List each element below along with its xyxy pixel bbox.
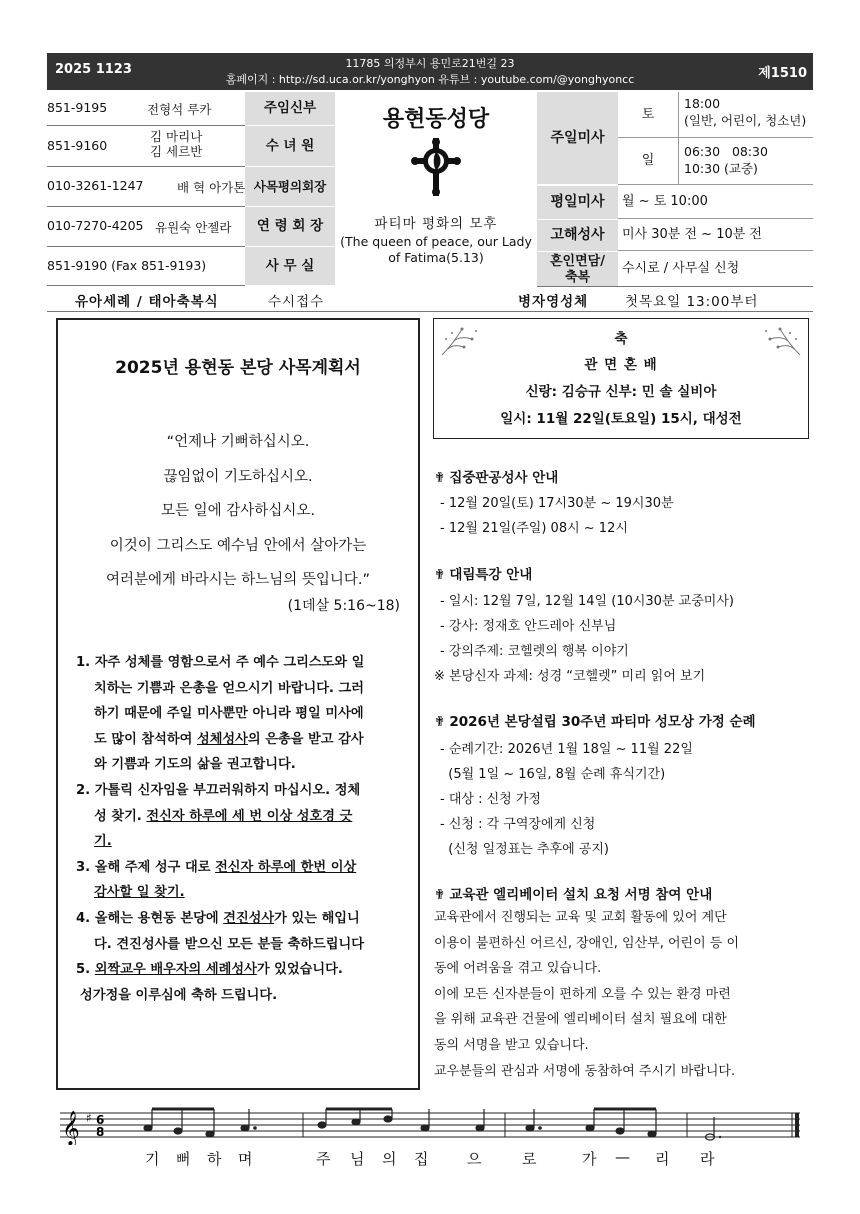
lyric-syllable: 님 [350, 1150, 366, 1168]
issue-date: 2025 1123 [55, 62, 132, 77]
wedding-subtitle: 관 면 혼 배 [584, 357, 658, 373]
weekday-mass-value: 월 ~ 토 10:00 [622, 194, 708, 209]
lyric-syllable: 주 [316, 1150, 332, 1168]
contact-name: 김 마리나 김 세르반 [150, 129, 203, 159]
notice-line: 교육관에서 진행되는 교육 및 교회 활동에 있어 계단 [434, 910, 727, 925]
quote-line: “언제나 기뻐하십시오. [166, 434, 310, 450]
plan-line: 도 많이 참석하여 성체성사의 은총을 받고 감사 [94, 731, 364, 747]
divider [618, 184, 813, 185]
plan-line: 5. 외짝교우 배우자의 세례성사가 있었습니다. [76, 962, 343, 978]
section-item: - 강의주제: 코헬렛의 행복 이야기 [440, 644, 629, 659]
plan-line: 1. 자주 성체를 영함으로서 주 예수 그리스도와 일 [76, 655, 365, 670]
parish-name: 용현동성당 [382, 107, 490, 132]
saturday-label: 토 [618, 92, 679, 138]
sunday-times: 06:30 08:30 10:30 (교중) [684, 144, 768, 176]
section-item: - 12월 21일(주일) 08시 ~ 12시 [440, 521, 628, 536]
contact-phone: 010-7270-4205 [47, 218, 144, 233]
plan-line: 기. [94, 834, 112, 850]
section-title: ✟ 교육관 엘리베이터 설치 요청 서명 참여 안내 [434, 887, 713, 903]
lyric-syllable: 기 [145, 1150, 161, 1168]
baptism-label: 유아세례 / 태아축복식 [75, 294, 219, 310]
section-item: - 대상 : 신청 가정 [440, 792, 541, 807]
parish-emblem-icon [411, 138, 461, 196]
lyric-syllable: 의 [382, 1150, 398, 1168]
section-item: (5월 1일 ~ 16일, 8월 순례 휴식기간) [440, 767, 666, 782]
plan-line: 2. 가톨릭 신자임을 부끄러워하지 마십시오. 정체 [76, 782, 361, 798]
confession-label: 고해성사 [537, 219, 618, 251]
sharp-icon: ♯ [86, 1111, 92, 1125]
quote-reference: (1데살 5:16~18) [287, 598, 400, 614]
pastoral-plan-title: 2025년 용현동 본당 사목계획서 [115, 358, 361, 378]
section-item: - 신청 : 각 구역장에게 신청 [440, 817, 596, 832]
lyric-syllable: 가 [582, 1150, 598, 1168]
contact-name: 유원숙 안젤라 [155, 220, 232, 235]
time-sig-top: 6 [96, 1113, 105, 1127]
parish-address: 11785 의정부시 용민로21번길 23 [345, 57, 515, 70]
notice-line: 을 위해 교육관 건물에 엘리베이터 설치 필요에 대한 [434, 1012, 727, 1028]
divider [618, 250, 813, 251]
lyric-syllable: — [615, 1148, 631, 1166]
lyric-syllable: 라 [700, 1150, 716, 1168]
plan-line: 성가정을 이루심에 축하 드립니다. [80, 987, 278, 1003]
divider [678, 137, 813, 138]
sick-communion-value: 첫목요일 13:00부터 [625, 294, 759, 310]
plan-line: 감사할 일 찾기. [94, 885, 185, 901]
marriage-value: 수시로 / 사무실 신청 [622, 261, 740, 276]
lyric-syllable: 리 [655, 1150, 671, 1168]
section-item: - 12월 20일(토) 17시30분 ~ 19시30분 [440, 496, 674, 511]
notice-line: 이용이 불편하신 어르신, 장애인, 임산부, 어린이 등 이 [434, 935, 740, 951]
section-item: - 강사: 정재호 안드레아 신부님 [440, 619, 617, 634]
marriage-label: 혼인면담/ 축복 [537, 251, 618, 286]
header-bar [47, 53, 813, 90]
parish-block [336, 92, 536, 286]
pastoral-quote [58, 425, 418, 598]
lyric-syllable: 로 [522, 1150, 538, 1168]
quote-line: 모든 일에 감사하십시오. [161, 503, 315, 519]
contact-phone: 851-9190 (Fax 851-9193) [47, 258, 207, 273]
lyric-syllable: 으 [467, 1150, 483, 1168]
time-sig-bottom: 8 [96, 1125, 105, 1139]
plan-line: 와 기쁨과 기도의 삶을 권고합니다. [94, 757, 296, 773]
wedding-couple: 신랑: 김승규 신부: 민 솔 실비아 [525, 384, 717, 400]
section-item: (신청 일정표는 추후에 공지) [440, 842, 609, 857]
quote-line: 끊임없이 기도하십시오. [163, 468, 313, 485]
confession-value: 미사 30분 전 ~ 10분 전 [622, 227, 762, 242]
pastoral-plan-list [76, 650, 412, 1008]
plan-line: 하기 때문에 주일 미사뿐만 아니라 평일 미사에 [94, 706, 364, 722]
elevator-notice [434, 905, 810, 1084]
pastoral-plan-box [56, 318, 420, 1090]
quote-line: 이것이 그리스도 예수님 안에서 살아가는 [109, 537, 367, 554]
plan-line: 다. 견진성사를 받으신 모든 분들 축하드립니다 [94, 936, 365, 952]
contact-role: 사 무 실 [245, 247, 335, 286]
contact-role: 수 녀 원 [245, 126, 335, 167]
section-item: ※ 본당신자 과제: 성경 “코헬렛” 미리 읽어 보기 [434, 669, 706, 684]
contact-name: 전형석 루카 [147, 102, 212, 117]
divider [618, 218, 813, 219]
section-title: ✟ 2026년 본당설립 30주년 파티마 성모상 가정 순례 [434, 714, 756, 730]
wedding-when: 일시: 11월 22일(토요일) 15시, 대성전 [500, 411, 742, 427]
contact-phone: 851-9160 [47, 138, 108, 153]
cross-icon: ✟ [434, 567, 446, 583]
notice-line: 동에 어려움을 겪고 있습니다. [434, 961, 602, 977]
parish-motto-en: (The queen of peace, our Lady of Fatima(5.13) [340, 234, 532, 265]
plan-line: 4. 올해는 용현동 본당에 견진성사가 있는 해입니 [76, 910, 360, 926]
plan-line: 성 찾기. 전신자 하루에 세 번 이상 성호경 긋 [94, 808, 353, 824]
notice-line: 이에 모든 신자분들이 편하게 오를 수 있는 환경 마련 [434, 986, 731, 1002]
section-title: ✟ 집중판공성사 안내 [434, 470, 559, 486]
sunday-label: 일 [618, 138, 679, 184]
lyric-syllable: 하 [207, 1150, 223, 1168]
contact-role: 사목평의회장 [245, 167, 335, 207]
contact-phone: 010-3261-1247 [47, 178, 144, 193]
contact-role: 주임신부 [245, 92, 335, 126]
section-title: ✟ 대림특강 안내 [434, 567, 533, 583]
sick-communion-label: 병자영성체 [518, 294, 589, 310]
contact-name: 배 혁 아가톤 [177, 180, 246, 195]
section-item: - 일시: 12월 7일, 12월 14일 (10시30분 교중미사) [440, 594, 734, 609]
music-staff [60, 1105, 800, 1145]
issue-number: 제1510 [758, 66, 807, 81]
sunday-mass-label: 주일미사 [537, 92, 618, 184]
lyric-syllable: 집 [414, 1150, 430, 1168]
notice-line: 교우분들의 관심과 서명에 동참하여 주시기 바랍니다. [434, 1063, 736, 1079]
quote-line: 여러분에게 바라시는 하느님의 뜻입니다.” [105, 572, 371, 588]
baptism-value: 수시접수 [268, 294, 325, 310]
parish-links[interactable]: 홈페이지 : http://sd.uca.or.kr/yonghyon 유튜브 : youtube.com/@yonghyoncc [225, 73, 635, 86]
section-item: - 순례기간: 2026년 1월 18일 ~ 11월 22일 [440, 742, 693, 757]
contact-phone: 851-9195 [47, 100, 108, 115]
lyric-syllable: 며 [238, 1150, 254, 1168]
plan-line: 3. 올해 주제 성구 대로 전신자 하루에 한번 이상 [76, 859, 357, 875]
cross-icon: ✟ [434, 714, 446, 730]
contact-role: 연 령 회 장 [245, 207, 335, 247]
lyric-syllable: 뻐 [176, 1150, 192, 1168]
treble-clef-icon: 𝄞 [62, 1111, 80, 1145]
weekday-mass-label: 평일미사 [537, 185, 618, 219]
parish-motto: 파티마 평화의 모후 [374, 216, 498, 232]
wedding-box [433, 318, 809, 439]
cross-icon: ✟ [434, 470, 446, 486]
wedding-title: 축 [614, 331, 628, 347]
cross-icon: ✟ [434, 887, 446, 903]
notice-line: 동의 서명을 받고 있습니다. [434, 1037, 589, 1053]
plan-line: 치하는 기쁨과 은총을 얻으시기 바랍니다. 그러 [94, 680, 365, 696]
saturday-times: 18:00 (일반, 어린이, 청소년) [684, 96, 807, 128]
notice-bar [47, 287, 813, 312]
